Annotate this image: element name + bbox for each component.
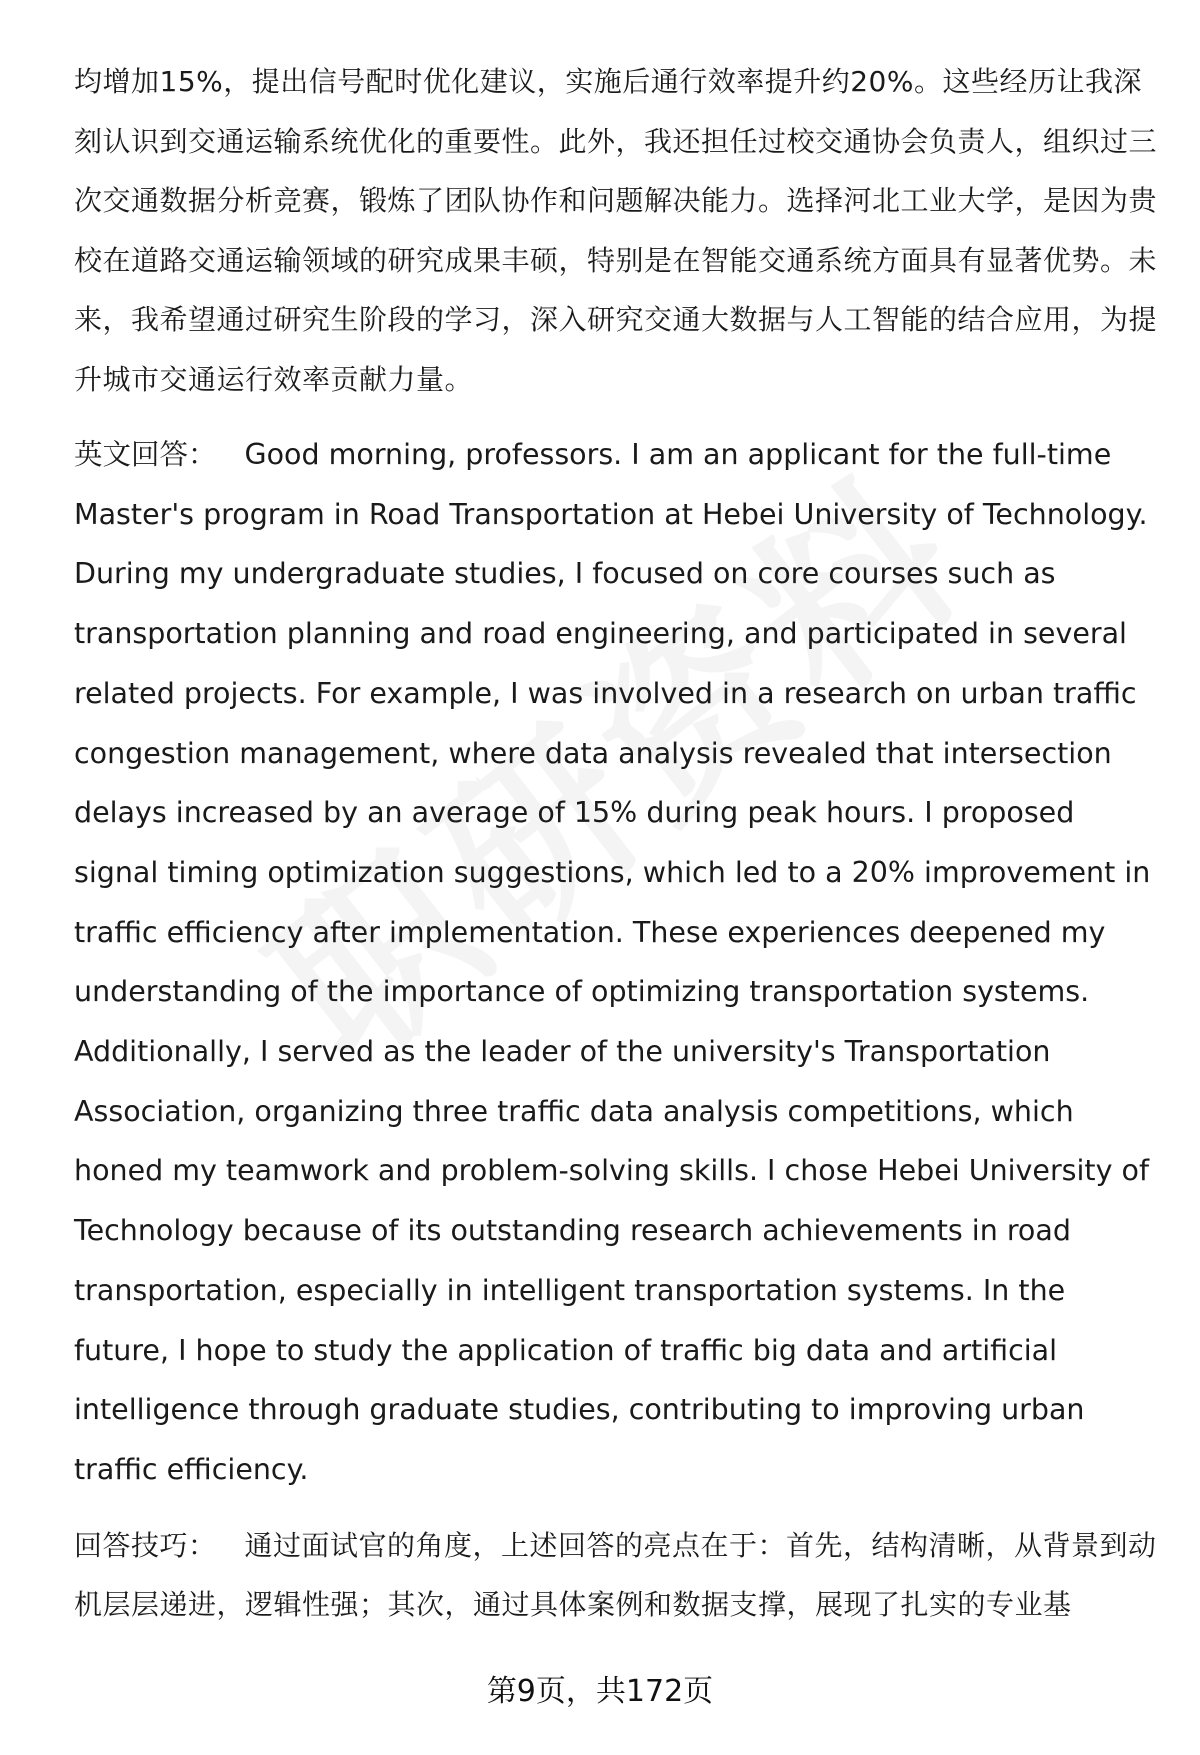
- chinese-answer-continuation: 均增加15%，提出信号配时优化建议，实施后通行效率提升约20%。这些经历让我深刻认识到交通运输系统优化的重要性。此外，我还担任过校交通协会负责人，组织过三次交通数据分析竞赛，锻炼了团队协作和问题解决能力。选择河北工业大学，是因为贵校在道路交通运输领域的研究成果丰硕，特别是在智能交通系统方面具有显著优势。未来，我希望通过研究生阶段的学习，深入研究交通大数据与人工智能的结合应用，为提升城市交通运行效率贡献力量。: [74, 65, 1158, 396]
- answer-tips-label: 回答技巧：: [74, 1528, 217, 1562]
- english-answer-label: 英文回答：: [74, 438, 217, 471]
- page-content: [74, 52, 1164, 1651]
- english-answer-text: Good morning, professors. I am an applicant for the full-time Master's program in Road Transportation at Hebei University of Technology. During my undergraduate studies, I focused on core courses such as transportation planning and road engineering, and participated in several related projects. For example, I was involved in a research on urban traffic congestion management, where data analysis revealed that intersection delays increased by an average of 15% during peak hours. I proposed signal timing optimization suggestions, which led to a 20% improvement in traffic efficiency after implementation. These experiences deepened my understanding of the importance of optimizing transportation systems. Additionally, I served as the leader of the university's Transportation Association, organizing three traffic data analysis competitions, which honed my teamwork and problem-solving skills. I chose Hebei University of Technology because of its outstanding research achievements in road transportation, especially in intelligent transportation systems. In the future, I hope to study the application of traffic big data and artificial intelligence through graduate studies, contributing to improving urban traffic efficiency.: [74, 438, 1151, 1486]
- english-answer: [74, 425, 1164, 1500]
- page-number: 第9页，共172页: [486, 1674, 714, 1709]
- answer-tips: [74, 1516, 1164, 1635]
- answer-tips-text: 通过面试官的角度，上述回答的亮点在于：首先，结构清晰，从背景到动机层层递进，逻辑性强；其次，通过具体案例和数据支撑，展现了扎实的专业基: [74, 1528, 1157, 1622]
